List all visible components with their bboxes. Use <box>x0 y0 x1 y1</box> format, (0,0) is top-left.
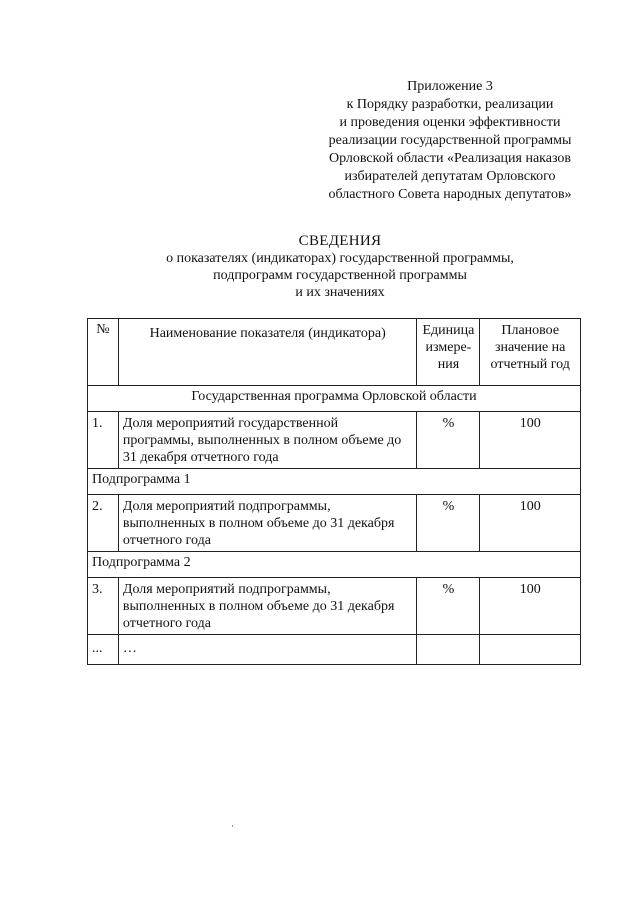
appendix-line: реализации государственной программы <box>328 133 572 148</box>
ellipsis-name: … <box>118 635 417 665</box>
appendix-block <box>300 78 600 204</box>
row-indicator-name: Доля мероприятий подпрограммы, выполненных в полном объеме до 31 декабря отчетного года <box>118 578 417 635</box>
ellipsis-unit <box>417 635 480 665</box>
header-planned-value: Плановое значение на отчетный год <box>480 319 581 386</box>
table-row <box>88 495 581 552</box>
appendix-line: к Порядку разработки, реализации <box>346 97 554 112</box>
section-row <box>88 386 581 412</box>
appendix-line: избирателей депутатам Орловского <box>344 169 556 184</box>
appendix-line: областного Совета народных депутатов» <box>328 187 572 202</box>
section-title: Государственная программа Орловской области <box>88 386 581 412</box>
header-unit: Единица измере-ния <box>417 319 480 386</box>
row-unit: % <box>417 412 480 469</box>
row-indicator-name: Доля мероприятий государственной программы, выполненных в полном объеме до 31 декабря отчетного года <box>118 412 417 469</box>
row-number: 2. <box>88 495 119 552</box>
document-heading <box>100 232 580 301</box>
subprogram-row <box>88 552 581 578</box>
table-header-row <box>88 319 581 386</box>
row-unit: % <box>417 578 480 635</box>
table-row <box>88 578 581 635</box>
appendix-line: и проведения оценки эффективности <box>339 115 561 130</box>
ellipsis-row <box>88 635 581 665</box>
subprogram-title: Подпрограмма 1 <box>88 469 581 495</box>
header-indicator-name: Наименование показателя (индикатора) <box>118 319 417 386</box>
row-indicator-name: Доля мероприятий подпрограммы, выполненных в полном объеме до 31 декабря отчетного года <box>118 495 417 552</box>
scan-speck <box>232 825 233 827</box>
row-planned-value: 100 <box>480 495 581 552</box>
appendix-line: Приложение 3 <box>407 79 493 94</box>
row-planned-value: 100 <box>480 578 581 635</box>
heading-line: о показателях (индикаторах) государственной программы, <box>166 251 514 266</box>
heading-line: и их значениях <box>295 285 385 300</box>
table-row <box>88 412 581 469</box>
appendix-line: Орловской области «Реализация наказов <box>328 151 572 166</box>
row-planned-value: 100 <box>480 412 581 469</box>
subprogram-row <box>88 469 581 495</box>
subprogram-title: Подпрограмма 2 <box>88 552 581 578</box>
document-title: СВЕДЕНИЯ <box>298 233 382 249</box>
row-number: 3. <box>88 578 119 635</box>
indicators-table <box>87 318 581 665</box>
heading-line: подпрограмм государственной программы <box>213 268 467 283</box>
row-unit: % <box>417 495 480 552</box>
ellipsis-plan <box>480 635 581 665</box>
header-number: № <box>88 319 119 386</box>
row-number: 1. <box>88 412 119 469</box>
ellipsis-number: ... <box>88 635 119 665</box>
